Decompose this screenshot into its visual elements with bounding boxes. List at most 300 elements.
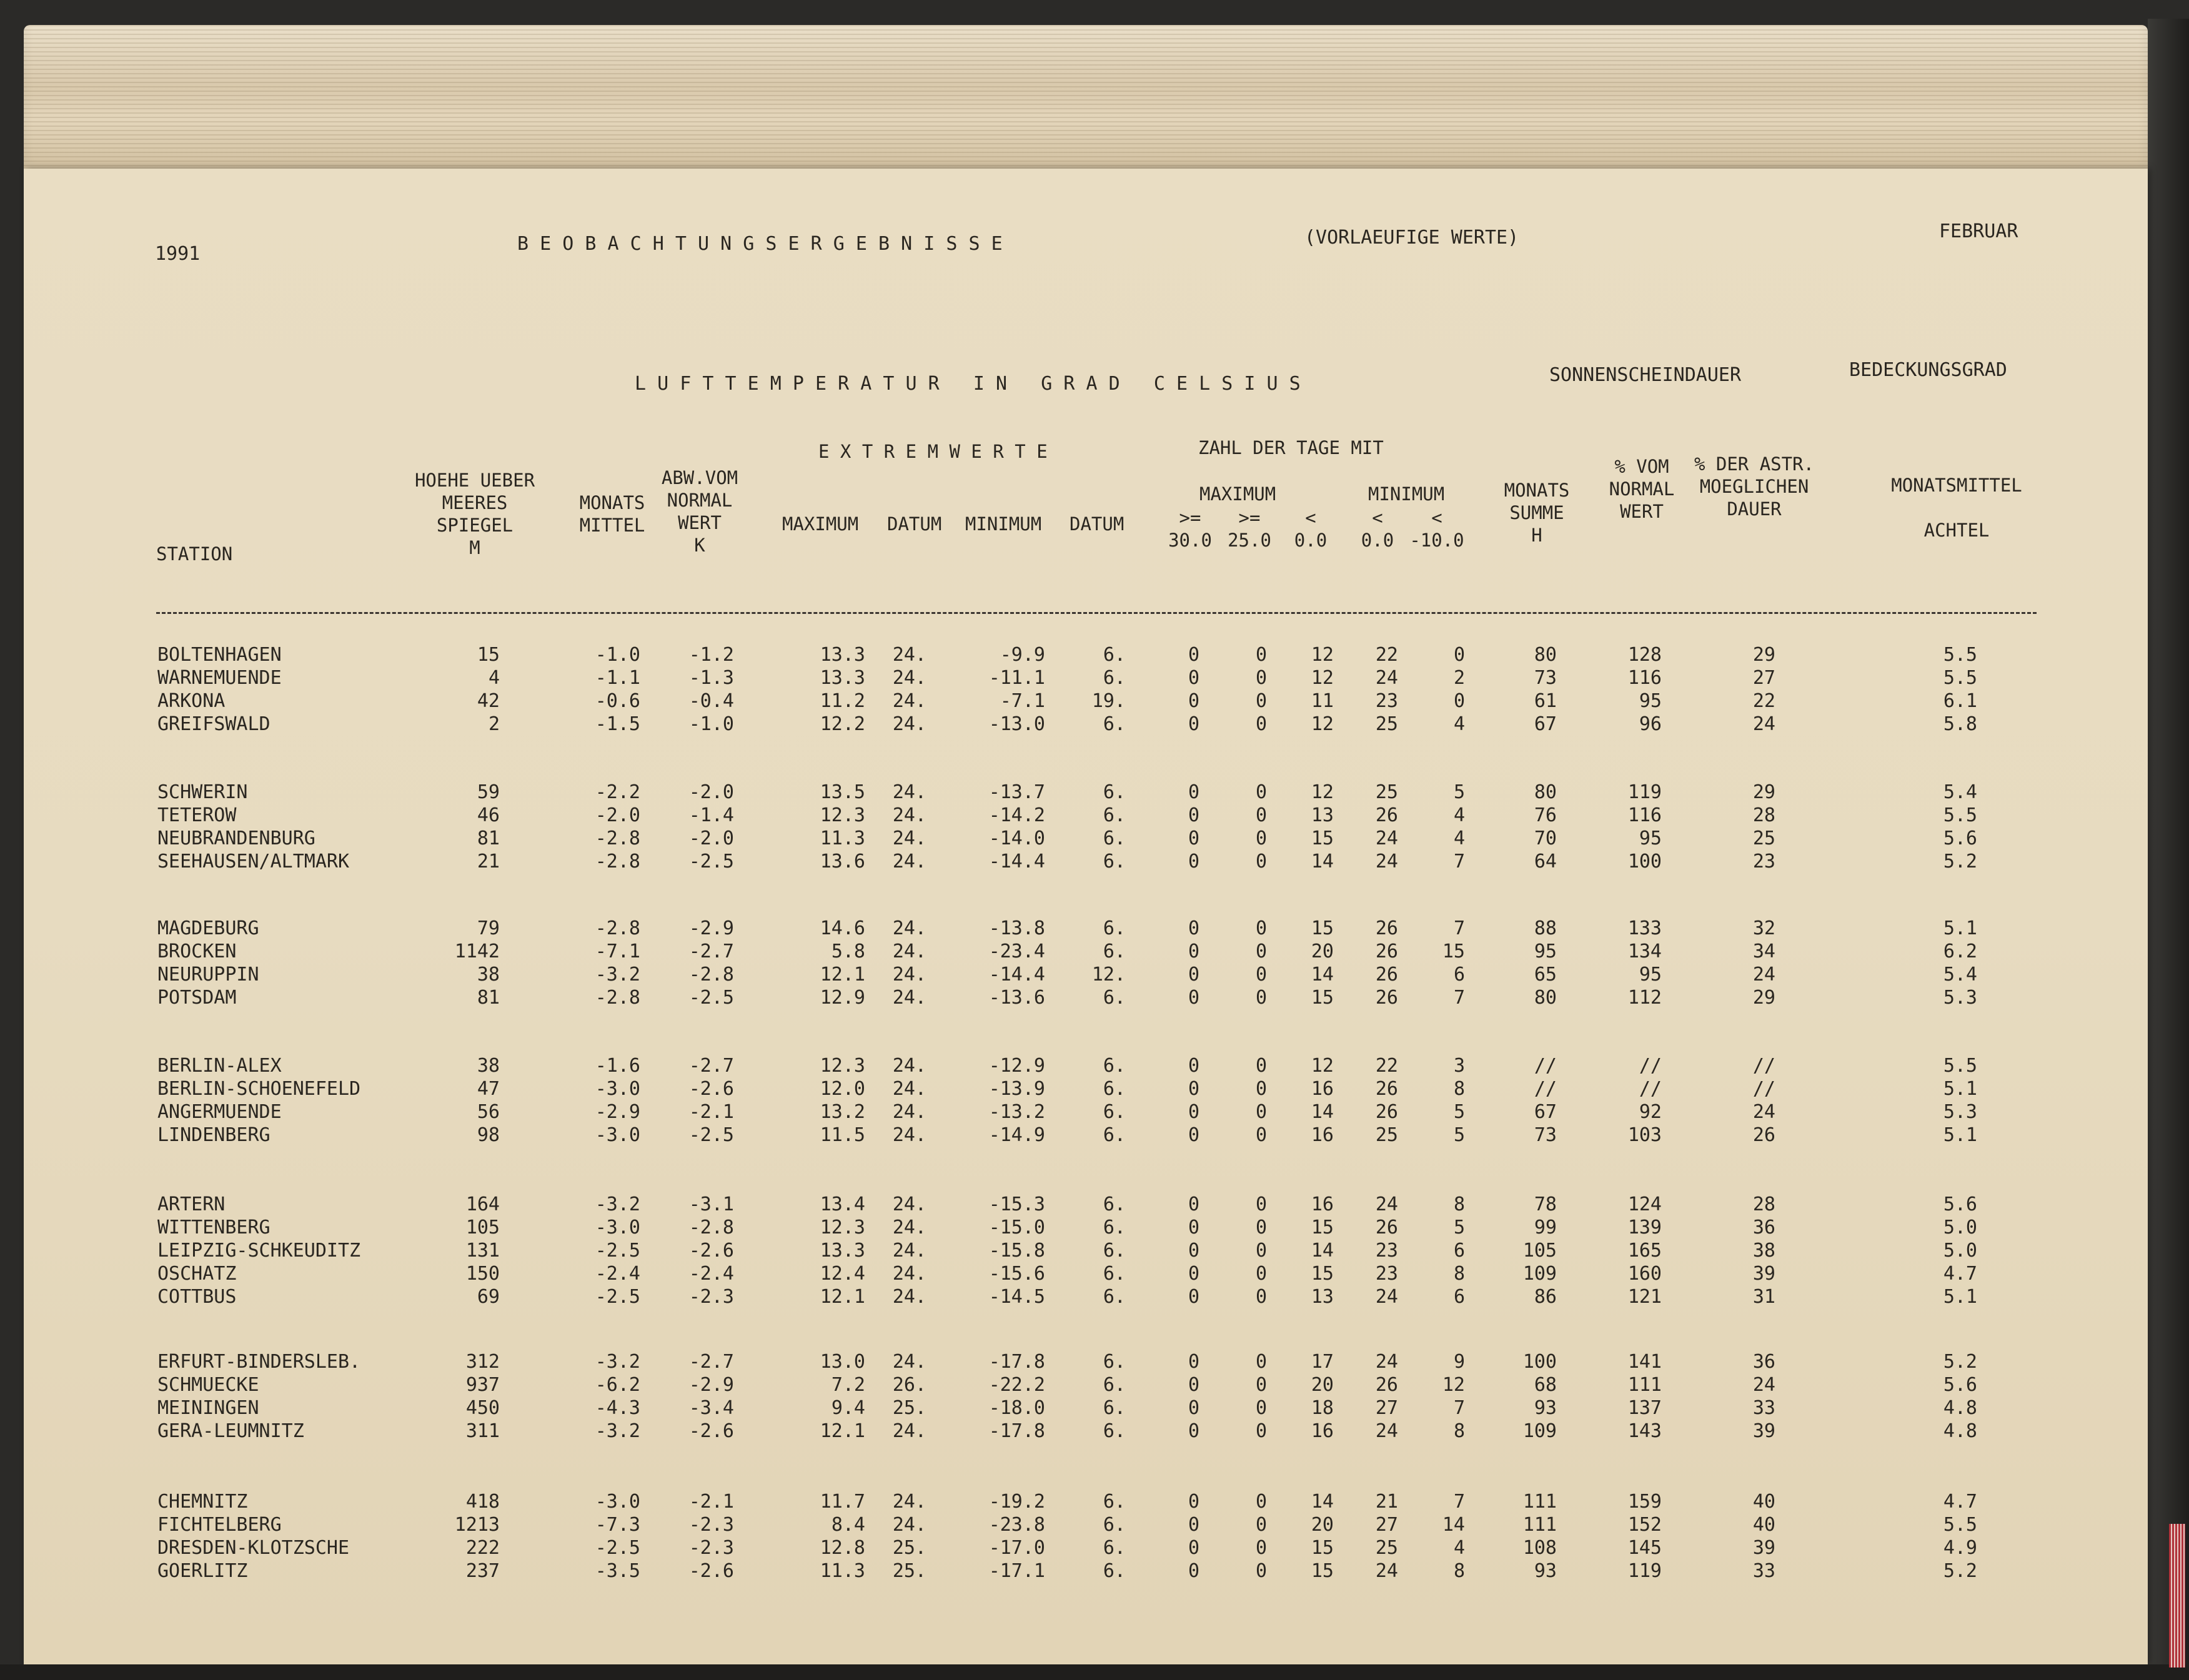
cell-days-ice: 14 xyxy=(1311,1240,1334,1262)
cell-maximum: 11.3 xyxy=(820,1560,865,1582)
cell-days-ice: 15 xyxy=(1311,1560,1334,1582)
header-operator: >= xyxy=(1238,507,1261,528)
cell-max-date: 24. xyxy=(892,644,926,666)
cell-days-max25: 0 xyxy=(1255,1420,1267,1442)
cell-days-max25: 0 xyxy=(1255,1078,1267,1100)
cell-sunshine-hours: 80 xyxy=(1534,644,1557,666)
cell-days-max30: 0 xyxy=(1188,1101,1199,1123)
cell-monthly-mean: -2.5 xyxy=(595,1286,640,1308)
cell-sunshine-hours: 111 xyxy=(1522,1514,1557,1536)
cell-sunshine-pct-normal: 95 xyxy=(1639,828,1662,849)
cell-sunshine-hours: 68 xyxy=(1534,1374,1557,1396)
cell-min-date: 6. xyxy=(1103,1055,1126,1077)
cell-days-ice: 12 xyxy=(1311,667,1334,689)
cell-minimum: -23.8 xyxy=(988,1514,1045,1536)
cell-days-ice: 12 xyxy=(1311,713,1334,735)
cell-sunshine-pct-normal: 139 xyxy=(1627,1217,1662,1238)
cell-sunshine-pct-astr: 26 xyxy=(1752,1124,1775,1146)
cell-minimum: -17.8 xyxy=(988,1420,1045,1442)
cell-minimum: -19.2 xyxy=(988,1491,1045,1513)
cell-days-max30: 0 xyxy=(1188,1374,1199,1396)
cell-days-max25: 0 xyxy=(1255,1286,1267,1308)
cell-sunshine-pct-normal: 95 xyxy=(1639,964,1662,986)
cell-days-max25: 0 xyxy=(1255,667,1267,689)
cell-min-date: 6. xyxy=(1103,1078,1126,1100)
cell-days-frost: 23 xyxy=(1375,1240,1398,1262)
cell-days-max25: 0 xyxy=(1255,1217,1267,1238)
cell-days-frost: 24 xyxy=(1375,1286,1398,1308)
cell-days-ice: 20 xyxy=(1311,941,1334,962)
cell-altitude: 450 xyxy=(465,1397,500,1419)
cell-station: SCHMUECKE xyxy=(157,1374,259,1396)
cell-cloud-cover: 5.6 xyxy=(1943,1374,1977,1396)
cell-minimum: -14.9 xyxy=(988,1124,1045,1146)
cell-sunshine-hours: 80 xyxy=(1534,781,1557,803)
cell-max-date: 24. xyxy=(892,1101,926,1123)
cell-maximum: 12.9 xyxy=(820,987,865,1009)
cell-cloud-cover: 5.5 xyxy=(1943,644,1977,666)
cell-days-min-10: 7 xyxy=(1453,1491,1465,1513)
cell-monthly-mean: -3.2 xyxy=(595,964,640,986)
cell-monthly-mean: -3.0 xyxy=(595,1124,640,1146)
cell-maximum: 13.4 xyxy=(820,1193,865,1215)
cell-altitude: 2 xyxy=(488,713,500,735)
page-month: FEBRUAR xyxy=(1939,220,2018,242)
header-sunshine-sum: H xyxy=(1531,525,1542,546)
cell-monthly-mean: -3.0 xyxy=(595,1491,640,1513)
cell-deviation: -2.6 xyxy=(688,1420,734,1442)
cell-deviation: -2.5 xyxy=(688,1124,734,1146)
cell-maximum: 7.2 xyxy=(831,1374,865,1396)
cell-station: NEUBRANDENBURG xyxy=(157,828,315,849)
header-extremes: E X T R E M W E R T E xyxy=(818,441,1048,462)
cell-sunshine-pct-astr: 24 xyxy=(1752,1374,1775,1396)
cell-altitude: 4 xyxy=(488,667,500,689)
cell-sunshine-hours: 99 xyxy=(1534,1217,1557,1238)
cell-days-min-10: 0 xyxy=(1453,690,1465,712)
cell-sunshine-hours: 109 xyxy=(1522,1263,1557,1285)
cell-days-max30: 0 xyxy=(1188,644,1199,666)
cell-sunshine-pct-normal: 111 xyxy=(1627,1374,1662,1396)
cell-station: LINDENBERG xyxy=(157,1124,271,1146)
cell-maximum: 12.0 xyxy=(820,1078,865,1100)
cell-min-date: 6. xyxy=(1103,828,1126,849)
cell-maximum: 13.3 xyxy=(820,667,865,689)
cell-sunshine-pct-normal: 165 xyxy=(1627,1240,1662,1262)
book-bottom-edge xyxy=(0,1664,2189,1680)
cell-days-max25: 0 xyxy=(1255,917,1267,939)
cell-days-ice: 14 xyxy=(1311,1101,1334,1123)
cell-maximum: 12.8 xyxy=(820,1537,865,1559)
cell-cloud-cover: 5.3 xyxy=(1943,1101,1977,1123)
cell-minimum: -14.0 xyxy=(988,828,1045,849)
cell-days-min-10: 5 xyxy=(1453,781,1465,803)
cell-days-min-10: 4 xyxy=(1453,804,1465,826)
cell-altitude: 21 xyxy=(477,851,500,872)
cell-sunshine-hours: 86 xyxy=(1534,1286,1557,1308)
cell-days-min-10: 14 xyxy=(1442,1514,1465,1536)
header-date-min: DATUM xyxy=(1070,513,1124,535)
cell-maximum: 11.3 xyxy=(820,828,865,849)
cell-days-ice: 15 xyxy=(1311,1537,1334,1559)
header-station: STATION xyxy=(156,543,233,565)
cell-sunshine-hours: 70 xyxy=(1534,828,1557,849)
cell-maximum: 9.4 xyxy=(831,1397,865,1419)
cell-maximum: 12.3 xyxy=(820,1055,865,1077)
header-operator: >= xyxy=(1179,507,1201,528)
cell-days-max30: 0 xyxy=(1188,1240,1199,1262)
cell-monthly-mean: -0.6 xyxy=(595,690,640,712)
cell-maximum: 12.3 xyxy=(820,804,865,826)
cell-sunshine-hours: 76 xyxy=(1534,804,1557,826)
cell-cloud-cover: 4.7 xyxy=(1943,1263,1977,1285)
cell-sunshine-hours: 65 xyxy=(1534,964,1557,986)
cell-cloud-cover: 6.1 xyxy=(1943,690,1977,712)
cell-maximum: 13.2 xyxy=(820,1101,865,1123)
header-sunshine-normal: NORMAL xyxy=(1609,478,1675,500)
cell-cloud-cover: 4.7 xyxy=(1943,1491,1977,1513)
cell-max-date: 24. xyxy=(892,1078,926,1100)
cell-days-max30: 0 xyxy=(1188,1560,1199,1582)
cell-days-frost: 24 xyxy=(1375,1193,1398,1215)
cell-min-date: 6. xyxy=(1103,1351,1126,1373)
cell-sunshine-pct-astr: // xyxy=(1752,1078,1775,1100)
cell-days-max30: 0 xyxy=(1188,1286,1199,1308)
cell-sunshine-pct-astr: 29 xyxy=(1752,644,1775,666)
cell-days-ice: 15 xyxy=(1311,1217,1334,1238)
cell-station: DRESDEN-KLOTZSCHE xyxy=(157,1537,350,1559)
cell-monthly-mean: -2.8 xyxy=(595,828,640,849)
cell-sunshine-pct-astr: 31 xyxy=(1752,1286,1775,1308)
cell-minimum: -17.1 xyxy=(988,1560,1045,1582)
cell-days-frost: 26 xyxy=(1375,964,1398,986)
cell-days-min-10: 5 xyxy=(1453,1124,1465,1146)
cell-days-ice: 17 xyxy=(1311,1351,1334,1373)
cell-monthly-mean: -3.2 xyxy=(595,1193,640,1215)
cell-sunshine-pct-normal: 128 xyxy=(1627,644,1662,666)
cell-altitude: 105 xyxy=(465,1217,500,1238)
cell-min-date: 6. xyxy=(1103,1537,1126,1559)
cell-sunshine-pct-normal: 119 xyxy=(1627,781,1662,803)
cell-minimum: -13.9 xyxy=(988,1078,1045,1100)
cell-days-frost: 27 xyxy=(1375,1397,1398,1419)
cell-max-date: 24. xyxy=(892,851,926,872)
cell-days-max30: 0 xyxy=(1188,667,1199,689)
cell-deviation: -2.6 xyxy=(688,1240,734,1262)
cell-days-ice: 18 xyxy=(1311,1397,1334,1419)
cell-minimum: -15.8 xyxy=(988,1240,1045,1262)
cell-altitude: 418 xyxy=(465,1491,500,1513)
cell-days-min-10: 8 xyxy=(1453,1560,1465,1582)
cell-days-frost: 25 xyxy=(1375,781,1398,803)
cell-minimum: -11.1 xyxy=(988,667,1045,689)
cell-max-date: 24. xyxy=(892,964,926,986)
cell-monthly-mean: -2.8 xyxy=(595,851,640,872)
cell-min-date: 19. xyxy=(1091,690,1126,712)
cell-days-ice: 13 xyxy=(1311,804,1334,826)
cell-max-date: 24. xyxy=(892,690,926,712)
cell-cloud-cover: 5.2 xyxy=(1943,1351,1977,1373)
cell-min-date: 6. xyxy=(1103,1397,1126,1419)
cell-sunshine-pct-normal: 100 xyxy=(1627,851,1662,872)
cell-sunshine-pct-normal: 124 xyxy=(1627,1193,1662,1215)
section-cloud-cover: BEDECKUNGSGRAD xyxy=(1849,359,2007,381)
cell-days-frost: 26 xyxy=(1375,1217,1398,1238)
cell-monthly-mean: -1.6 xyxy=(595,1055,640,1077)
cell-cloud-cover: 5.0 xyxy=(1943,1240,1977,1262)
cell-sunshine-pct-astr: 24 xyxy=(1752,713,1775,735)
cell-station: ERFURT-BINDERSLEB. xyxy=(157,1351,361,1373)
cell-deviation: -2.9 xyxy=(688,1374,734,1396)
cell-max-date: 24. xyxy=(892,1286,926,1308)
cell-days-max30: 0 xyxy=(1188,987,1199,1009)
cell-sunshine-pct-normal: 103 xyxy=(1627,1124,1662,1146)
cell-monthly-mean: -2.5 xyxy=(595,1240,640,1262)
cell-days-min-10: 4 xyxy=(1453,713,1465,735)
cell-minimum: -15.0 xyxy=(988,1217,1045,1238)
cell-minimum: -7.1 xyxy=(1000,690,1045,712)
cell-sunshine-hours: 67 xyxy=(1534,713,1557,735)
cell-station: SEEHAUSEN/ALTMARK xyxy=(157,851,350,872)
cell-days-ice: 20 xyxy=(1311,1514,1334,1536)
cell-altitude: 1213 xyxy=(454,1514,500,1536)
cell-days-min-10: 5 xyxy=(1453,1101,1465,1123)
cell-sunshine-hours: 80 xyxy=(1534,987,1557,1009)
header-altitude: HOEHE UEBER xyxy=(414,470,535,491)
cell-maximum: 8.4 xyxy=(831,1514,865,1536)
cell-deviation: -2.6 xyxy=(688,1078,734,1100)
cell-cloud-cover: 4.8 xyxy=(1943,1420,1977,1442)
cell-min-date: 6. xyxy=(1103,644,1126,666)
cell-station: NEURUPPIN xyxy=(157,964,259,986)
cell-sunshine-pct-astr: 33 xyxy=(1752,1397,1775,1419)
cell-days-max25: 0 xyxy=(1255,804,1267,826)
cell-days-max30: 0 xyxy=(1188,1537,1199,1559)
header-altitude: SPIEGEL xyxy=(436,515,514,536)
cell-station: TETEROW xyxy=(157,804,237,826)
cell-sunshine-pct-normal: 95 xyxy=(1639,690,1662,712)
page-subtitle: (VORLAEUFIGE WERTE) xyxy=(1304,227,1519,249)
cell-station: COTTBUS xyxy=(157,1286,237,1308)
cell-min-date: 6. xyxy=(1103,1514,1126,1536)
cell-days-ice: 14 xyxy=(1311,1491,1334,1513)
cell-minimum: -13.8 xyxy=(988,917,1045,939)
cell-days-max30: 0 xyxy=(1188,1217,1199,1238)
cell-days-max30: 0 xyxy=(1188,917,1199,939)
cell-days-max30: 0 xyxy=(1188,690,1199,712)
page-title: B E O B A C H T U N G S E R G E B N I S S E xyxy=(517,233,1003,255)
cell-station: FICHTELBERG xyxy=(157,1514,282,1536)
cell-sunshine-pct-normal: 96 xyxy=(1639,713,1662,735)
cell-cloud-cover: 5.3 xyxy=(1943,987,1977,1009)
cell-deviation: -2.8 xyxy=(688,1217,734,1238)
cell-min-date: 6. xyxy=(1103,917,1126,939)
book-cover-edge xyxy=(2148,19,2189,1680)
cell-sunshine-hours: 73 xyxy=(1534,1124,1557,1146)
header-deviation: ABW.VOM xyxy=(661,467,738,488)
cell-maximum: 12.1 xyxy=(820,964,865,986)
cell-altitude: 38 xyxy=(477,964,500,986)
cell-sunshine-pct-normal: // xyxy=(1639,1055,1662,1077)
cell-minimum: -17.0 xyxy=(988,1537,1045,1559)
cell-days-min-10: 7 xyxy=(1453,851,1465,872)
cell-station: ARKONA xyxy=(157,690,226,712)
cell-days-frost: 24 xyxy=(1375,1560,1398,1582)
cell-cloud-cover: 5.6 xyxy=(1943,1193,1977,1215)
cell-deviation: -2.0 xyxy=(688,781,734,803)
cell-maximum: 12.1 xyxy=(820,1286,865,1308)
cell-sunshine-pct-astr: 38 xyxy=(1752,1240,1775,1262)
cell-days-ice: 12 xyxy=(1311,781,1334,803)
cell-days-min-10: 7 xyxy=(1453,987,1465,1009)
cell-days-ice: 11 xyxy=(1311,690,1334,712)
cell-minimum: -12.9 xyxy=(988,1055,1045,1077)
cell-maximum: 14.6 xyxy=(820,917,865,939)
cell-days-frost: 23 xyxy=(1375,690,1398,712)
cell-min-date: 6. xyxy=(1103,1101,1126,1123)
cell-deviation: -1.3 xyxy=(688,667,734,689)
cell-cloud-cover: 5.5 xyxy=(1943,804,1977,826)
cell-cloud-cover: 4.8 xyxy=(1943,1397,1977,1419)
cell-monthly-mean: -2.5 xyxy=(595,1537,640,1559)
cell-sunshine-pct-astr: 27 xyxy=(1752,667,1775,689)
cell-station: LEIPZIG-SCHKEUDITZ xyxy=(157,1240,361,1262)
header-sunshine-sum: SUMME xyxy=(1509,502,1564,523)
cell-max-date: 24. xyxy=(892,713,926,735)
cell-altitude: 15 xyxy=(477,644,500,666)
cell-deviation: -2.6 xyxy=(688,1560,734,1582)
cell-days-min-10: 15 xyxy=(1442,941,1465,962)
cell-sunshine-pct-astr: 40 xyxy=(1752,1491,1775,1513)
cell-min-date: 6. xyxy=(1103,1286,1126,1308)
cell-max-date: 25. xyxy=(892,1560,926,1582)
cell-deviation: -2.1 xyxy=(688,1491,734,1513)
cell-sunshine-pct-astr: 24 xyxy=(1752,964,1775,986)
cell-days-max30: 0 xyxy=(1188,1397,1199,1419)
cell-altitude: 164 xyxy=(465,1193,500,1215)
cell-cloud-cover: 4.9 xyxy=(1943,1537,1977,1559)
cell-days-max30: 0 xyxy=(1188,804,1199,826)
cell-sunshine-pct-normal: 152 xyxy=(1627,1514,1662,1536)
cell-days-max25: 0 xyxy=(1255,987,1267,1009)
header-operator: < xyxy=(1431,507,1442,528)
cell-cloud-cover: 6.2 xyxy=(1943,941,1977,962)
cell-sunshine-hours: 67 xyxy=(1534,1101,1557,1123)
cell-sunshine-hours: 64 xyxy=(1534,851,1557,872)
cell-days-max30: 0 xyxy=(1188,1514,1199,1536)
cell-deviation: -2.9 xyxy=(688,917,734,939)
cell-days-max25: 0 xyxy=(1255,1240,1267,1262)
cell-days-frost: 26 xyxy=(1375,987,1398,1009)
cell-days-min-10: 0 xyxy=(1453,644,1465,666)
cell-deviation: -1.0 xyxy=(688,713,734,735)
cell-deviation: -3.4 xyxy=(688,1397,734,1419)
cell-days-frost: 23 xyxy=(1375,1263,1398,1285)
cell-days-max30: 0 xyxy=(1188,1420,1199,1442)
header-monthly-mean: MITTEL xyxy=(579,515,645,536)
cell-days-frost: 26 xyxy=(1375,1101,1398,1123)
cell-monthly-mean: -3.5 xyxy=(595,1560,640,1582)
cell-altitude: 42 xyxy=(477,690,500,712)
header-altitude: MEERES xyxy=(442,492,508,513)
cell-monthly-mean: -3.0 xyxy=(595,1078,640,1100)
cell-maximum: 13.0 xyxy=(820,1351,865,1373)
cell-sunshine-hours: 73 xyxy=(1534,667,1557,689)
header-deviation: NORMAL xyxy=(667,490,733,511)
cell-station: BOLTENHAGEN xyxy=(157,644,282,666)
cell-days-frost: 26 xyxy=(1375,941,1398,962)
cell-days-max30: 0 xyxy=(1188,941,1199,962)
cell-min-date: 6. xyxy=(1103,804,1126,826)
cell-altitude: 937 xyxy=(465,1374,500,1396)
cell-sunshine-pct-astr: 40 xyxy=(1752,1514,1775,1536)
cell-sunshine-pct-astr: 34 xyxy=(1752,941,1775,962)
page-stack-edge xyxy=(24,25,2148,181)
cell-days-frost: 26 xyxy=(1375,804,1398,826)
cell-days-min-10: 6 xyxy=(1453,964,1465,986)
cell-station: GREIFSWALD xyxy=(157,713,271,735)
cell-deviation: -0.4 xyxy=(688,690,734,712)
cell-max-date: 24. xyxy=(892,1124,926,1146)
cell-min-date: 6. xyxy=(1103,1560,1126,1582)
cell-sunshine-pct-astr: 23 xyxy=(1752,851,1775,872)
cell-monthly-mean: -2.8 xyxy=(595,987,640,1009)
cell-deviation: -1.2 xyxy=(688,644,734,666)
cell-max-date: 24. xyxy=(892,917,926,939)
cell-sunshine-hours: 88 xyxy=(1534,917,1557,939)
cell-monthly-mean: -1.1 xyxy=(595,667,640,689)
cell-sunshine-pct-normal: // xyxy=(1639,1078,1662,1100)
cell-altitude: 150 xyxy=(465,1263,500,1285)
cell-days-frost: 24 xyxy=(1375,1351,1398,1373)
cell-max-date: 24. xyxy=(892,1263,926,1285)
cell-cloud-cover: 5.1 xyxy=(1943,1286,1977,1308)
cell-days-max30: 0 xyxy=(1188,781,1199,803)
header-threshold: 0.0 xyxy=(1361,530,1394,551)
cell-days-max25: 0 xyxy=(1255,1101,1267,1123)
cell-minimum: -14.4 xyxy=(988,851,1045,872)
cell-cloud-cover: 5.5 xyxy=(1943,1514,1977,1536)
header-days-count: ZAHL DER TAGE MIT xyxy=(1198,437,1384,458)
cell-sunshine-pct-normal: 133 xyxy=(1627,917,1662,939)
cell-sunshine-pct-normal: 145 xyxy=(1627,1537,1662,1559)
cell-monthly-mean: -3.0 xyxy=(595,1217,640,1238)
cell-min-date: 6. xyxy=(1103,987,1126,1009)
cell-deviation: -1.4 xyxy=(688,804,734,826)
cell-sunshine-pct-astr: 36 xyxy=(1752,1217,1775,1238)
cell-days-max25: 0 xyxy=(1255,828,1267,849)
cell-minimum: -13.2 xyxy=(988,1101,1045,1123)
cell-min-date: 6. xyxy=(1103,781,1126,803)
cell-days-max30: 0 xyxy=(1188,713,1199,735)
header-divider xyxy=(156,612,2037,614)
cell-max-date: 24. xyxy=(892,1420,926,1442)
cell-sunshine-pct-normal: 141 xyxy=(1627,1351,1662,1373)
cell-min-date: 6. xyxy=(1103,851,1126,872)
cell-days-ice: 12 xyxy=(1311,1055,1334,1077)
cell-days-max30: 0 xyxy=(1188,964,1199,986)
cell-max-date: 24. xyxy=(892,1514,926,1536)
cell-days-frost: 24 xyxy=(1375,1420,1398,1442)
cell-days-max25: 0 xyxy=(1255,1351,1267,1373)
cell-maximum: 11.7 xyxy=(820,1491,865,1513)
cell-sunshine-pct-astr: 28 xyxy=(1752,1193,1775,1215)
cell-sunshine-pct-normal: 119 xyxy=(1627,1560,1662,1582)
cell-sunshine-pct-astr: 36 xyxy=(1752,1351,1775,1373)
cell-sunshine-pct-normal: 92 xyxy=(1639,1101,1662,1123)
header-sunshine-astr: DAUER xyxy=(1727,498,1782,520)
cell-sunshine-pct-astr: 32 xyxy=(1752,917,1775,939)
